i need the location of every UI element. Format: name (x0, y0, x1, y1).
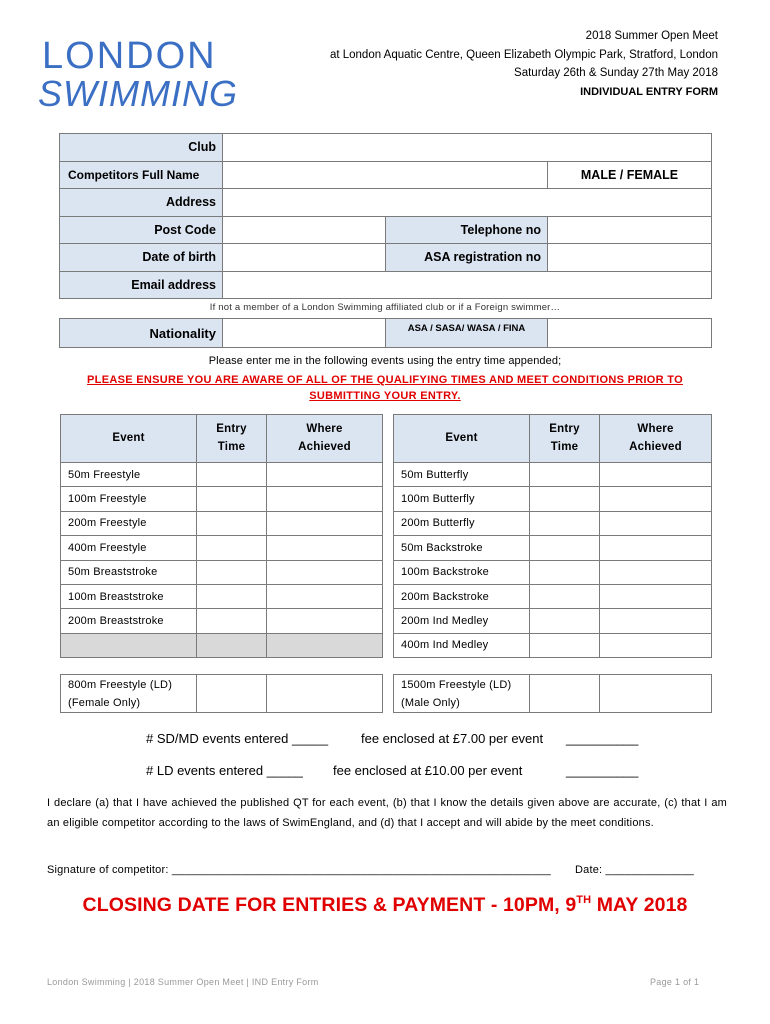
telephone-field[interactable] (548, 216, 712, 244)
header-line2: at London Aquatic Centre, Queen Elizabeth Olympic Park, Stratford, London (329, 48, 718, 61)
entry-time-field[interactable] (197, 675, 267, 713)
entry-time-field[interactable] (530, 675, 600, 713)
postcode-label: Post Code (60, 216, 223, 244)
event-name: 200m Backstroke (394, 584, 530, 608)
where-achieved-field[interactable] (600, 536, 712, 560)
declaration-text: I declare (a) that I have achieved the published QT for each event, (b) that I know the details given above are accurate, (c) that I am an eligible competitor according to the laws of SwimEngland, and (d) that I accept and will abide by the meet conditions. (47, 797, 727, 829)
table-row (394, 633, 712, 657)
address-field[interactable] (223, 189, 712, 217)
where-achieved-field[interactable] (600, 487, 712, 511)
event-name: 400m Ind Medley (394, 633, 530, 657)
header-line3: Saturday 26th & Sunday 27th May 2018 (514, 67, 718, 79)
table-row (394, 463, 712, 487)
full-name-field[interactable] (223, 161, 548, 189)
entry-time-header: Entry Time (197, 415, 267, 463)
empty-cell (197, 633, 267, 657)
entry-time-field[interactable] (197, 511, 267, 535)
footer-title: London Swimming | 2018 Summer Open Meet | IND Entry Form (47, 977, 319, 987)
empty-cell (267, 633, 383, 657)
london-swimming-logo (38, 34, 310, 114)
event-header: Event (394, 415, 530, 463)
club-field[interactable] (223, 134, 712, 162)
where-achieved-field[interactable] (267, 675, 383, 713)
where-achieved-field[interactable] (267, 560, 383, 584)
meet-header (330, 27, 718, 101)
event-name: 400m Freestyle (61, 536, 197, 560)
table-row (394, 511, 712, 535)
table-row (61, 463, 383, 487)
event-name: 200m Butterfly (394, 511, 530, 535)
ld-event-name: 800m Freestyle (LD) (Female Only) (61, 675, 197, 713)
address-label: Address (60, 189, 223, 217)
event-name: 200m Ind Medley (394, 609, 530, 633)
event-name: 100m Freestyle (61, 487, 197, 511)
ld-event-name: 1500m Freestyle (LD) (Male Only) (394, 675, 530, 713)
sdmd-fee-label: fee enclosed at £7.00 per event (361, 731, 544, 746)
dob-label: Date of birth (60, 244, 223, 272)
where-achieved-field[interactable] (600, 584, 712, 608)
event-name: 50m Butterfly (394, 463, 530, 487)
ld-fee-field[interactable]: __________ (566, 763, 639, 778)
where-achieved-field[interactable] (600, 609, 712, 633)
club-label: Club (60, 134, 223, 162)
where-achieved-field[interactable] (267, 584, 383, 608)
gender-option[interactable]: MALE / FEMALE (548, 161, 712, 189)
entry-time-field[interactable] (197, 560, 267, 584)
ld-table-right (393, 674, 712, 713)
table-row (61, 584, 383, 608)
postcode-field[interactable] (223, 216, 386, 244)
telephone-label: Telephone no (386, 216, 548, 244)
where-achieved-field[interactable] (600, 633, 712, 657)
where-achieved-field[interactable] (600, 463, 712, 487)
foreign-swimmer-note: If not a member of a London Swimming affiliated club or if a Foreign swimmer… (209, 302, 561, 313)
nationality-options: ASA / SASA/ WASA / FINA (386, 319, 548, 348)
table-row (61, 511, 383, 535)
where-achieved-field[interactable] (267, 463, 383, 487)
where-achieved-field[interactable] (600, 560, 712, 584)
nationality-field[interactable] (223, 319, 386, 348)
where-achieved-field[interactable] (267, 609, 383, 633)
nationality-table (59, 318, 712, 348)
date-line[interactable]: Date: ______________ (575, 864, 694, 876)
event-name: 50m Backstroke (394, 536, 530, 560)
email-field[interactable] (223, 271, 712, 299)
entry-time-field[interactable] (197, 609, 267, 633)
page-number: Page 1 of 1 (650, 977, 700, 987)
event-name: 50m Freestyle (61, 463, 197, 487)
ld-table-left (60, 674, 383, 713)
ld-count[interactable]: # LD events entered _____ (146, 763, 303, 778)
table-row (61, 675, 383, 713)
entry-time-field[interactable] (197, 487, 267, 511)
closing-date-banner: CLOSING DATE FOR ENTRIES & PAYMENT - 10PM, 9TH MAY 2018 (82, 894, 688, 916)
table-row (394, 609, 712, 633)
entry-time-field[interactable] (197, 584, 267, 608)
ld-fee-label: fee enclosed at £10.00 per event (333, 763, 523, 778)
entry-time-field[interactable] (530, 633, 600, 657)
qualifying-warning: PLEASE ENSURE YOU ARE AWARE OF ALL OF THE QUALIFYING TIMES AND MEET CONDITIONS PRIOR TO SUBMITTING YOUR ENTRY. (87, 374, 683, 402)
entry-time-field[interactable] (530, 584, 600, 608)
table-row (394, 560, 712, 584)
table-row (61, 609, 383, 633)
where-achieved-field[interactable] (267, 487, 383, 511)
where-achieved-header: Where Achieved (267, 415, 383, 463)
table-row (61, 633, 383, 657)
full-name-label: Competitors Full Name (60, 161, 223, 189)
entry-time-field[interactable] (530, 463, 600, 487)
where-achieved-field[interactable] (267, 536, 383, 560)
event-name: 200m Freestyle (61, 511, 197, 535)
where-achieved-field[interactable] (600, 675, 712, 713)
events-table-right (393, 414, 712, 658)
signature-line[interactable]: Signature of competitor: ____________________________________________________________ (47, 864, 551, 876)
header-line1: 2018 Summer Open Meet (585, 30, 718, 42)
table-row (394, 487, 712, 511)
table-row (61, 536, 383, 560)
entry-time-header: Entry Time (530, 415, 600, 463)
logo-line2: SWIMMING (38, 73, 238, 114)
table-row (394, 584, 712, 608)
header-form-title: INDIVIDUAL ENTRY FORM (580, 85, 718, 98)
entry-time-field[interactable] (197, 536, 267, 560)
where-achieved-field[interactable] (267, 511, 383, 535)
empty-cell (61, 633, 197, 657)
entry-time-field[interactable] (530, 560, 600, 584)
table-row (394, 536, 712, 560)
event-name: 100m Backstroke (394, 560, 530, 584)
table-row (61, 560, 383, 584)
entry-time-field[interactable] (197, 463, 267, 487)
event-name: 100m Breaststroke (61, 584, 197, 608)
asa-label: ASA registration no (386, 244, 548, 272)
entry-time-field[interactable] (530, 609, 600, 633)
sdmd-count[interactable]: # SD/MD events entered _____ (146, 731, 329, 746)
asa-field[interactable] (548, 244, 712, 272)
where-achieved-header: Where Achieved (600, 415, 712, 463)
entry-time-field[interactable] (530, 511, 600, 535)
entry-time-field[interactable] (530, 487, 600, 511)
competitor-details-table (59, 133, 712, 299)
event-header: Event (61, 415, 197, 463)
event-name: 50m Breaststroke (61, 560, 197, 584)
sdmd-fee-field[interactable]: __________ (566, 731, 639, 746)
table-row (394, 675, 712, 713)
event-name: 100m Butterfly (394, 487, 530, 511)
entry-time-field[interactable] (530, 536, 600, 560)
logo-line1: LONDON (42, 35, 217, 77)
nationality-label: Nationality (60, 319, 223, 348)
dob-field[interactable] (223, 244, 386, 272)
email-label: Email address (60, 271, 223, 299)
where-achieved-field[interactable] (600, 511, 712, 535)
events-table-left (60, 414, 383, 658)
table-row (61, 487, 383, 511)
nationality-body-field[interactable] (548, 319, 712, 348)
event-name: 200m Breaststroke (61, 609, 197, 633)
entry-instruction: Please enter me in the following events using the entry time appended; (208, 355, 562, 367)
